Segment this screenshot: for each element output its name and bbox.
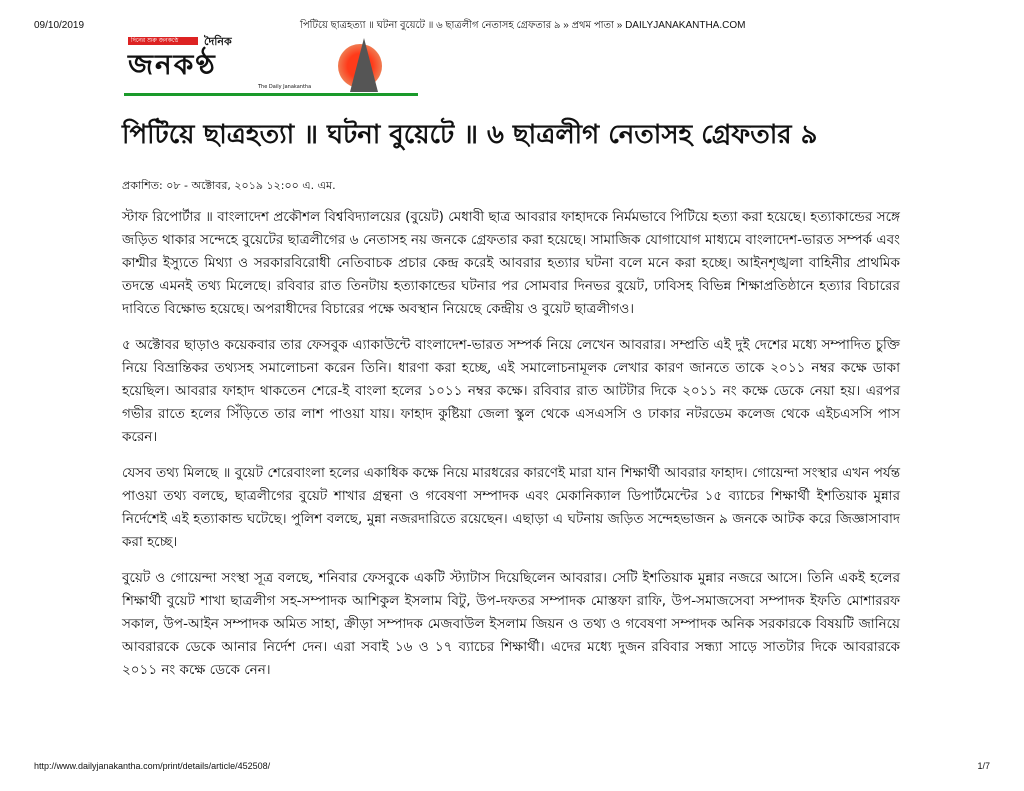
print-url: http://www.dailyjanakantha.com/print/details/article/452508/ — [34, 761, 271, 771]
logo-motto: The Daily Janakantha — [258, 84, 312, 90]
print-date: 09/10/2019 — [34, 20, 85, 31]
print-page-title: পিটিয়ে ছাত্রহত্যা ॥ ঘটনা বুয়েটে ॥ ৬ ছাত্রলীগ নেতাসহ গ্রেফতার ৯ » প্রথম পাতা » DAILYJANAKANTHA.COM — [300, 20, 746, 31]
page-number: 1/7 — [977, 761, 990, 771]
logo-underline — [124, 93, 418, 96]
logo-monument-icon — [350, 38, 378, 92]
article-paragraph: স্টাফ রিপোর্টার ॥ বাংলাদেশ প্রকৌশল বিশ্ববিদ্যালয়ের (বুয়েট) মেধাবী ছাত্র আবরার ফাহাদকে নির্মমভাবে পিটিয়ে হত্যা করা হয়েছে। হত্যাকান্ডের সঙ্গে জড়িত থাকার সন্দেহে বুয়েটের ছাত্রলীগের ৬ নেতাসহ নয় জনকে গ্রেফতার করা হয়েছে। সামাজিক যোগাযোগ মাধ্যমে বাংলাদেশ-ভারত সম্পর্ক এবং কাশ্মীর ইস্যুতে মিথ্যা ও সরকারবিরোধী নেতিবাচক প্রচার কেন্দ্র করেই আবরার হত্যার ঘটনা বলে মনে করা হচ্ছে। আইনশৃঙ্খলা বাহিনীর প্রাথমিক তদন্তে এমনই তথ্য মিলেছে। রবিবার রাত তিনটায় হত্যাকান্ডের ঘটনার পর সোমবার দিনভর বুয়েট, ঢাবিসহ বিভিন্ন শিক্ষাপ্রতিষ্ঠানে হত্যার বিচারের দাবিতে বিক্ষোভ হয়েছে। অপরাধীদের বিচারের পক্ষে অবস্থান নিয়েছে কেন্দ্রীয় ও বুয়েট ছাত্রলীগও। — [122, 209, 900, 317]
article-paragraph: যেসব তথ্য মিলছে ॥ বুয়েট শেরেবাংলা হলের একাধিক কক্ষে নিয়ে মারধরের কারণেই মারা যান শিক্ষার্থী আবরার ফাহাদ। গোয়েন্দা সংস্থার এখন পর্যন্ত পাওয়া তথ্য বলছে, ছাত্রলীগের বুয়েট শাখার গ্রন্থনা ও গবেষণা সম্পাদক এবং মেকানিক্যাল ডিপার্টমেন্টের ১৫ ব্যাচের শিক্ষার্থী ইশতিয়াক মুন্নার নির্দেশেই এই হত্যাকান্ড ঘটেছে। পুলিশ বলছে, মুন্না নজরদারিতে রয়েছেন। এছাড়া এ ঘটনায় জড়িত সন্দেহভাজন ৯ জনকে আটক করে জিজ্ঞাসাবাদ করা হচ্ছে। — [122, 465, 900, 550]
logo-name: জনকণ্ঠ — [128, 48, 217, 81]
article-paragraph: বুয়েট ও গোয়েন্দা সংস্থা সূত্র বলছে, শনিবার ফেসবুকে একটি স্ট্যাটাস দিয়েছিলেন আবরার। সেটি ইশতিয়াক মুন্নার নজরে আসে। তিনি একই হলের শিক্ষার্থী বুয়েট শাখা ছাত্রলীগ সহ-সম্পাদক আশিকুল ইসলাম বিটু, উপ-দফতর সম্পাদক মোস্তফা রাফি, উপ-সমাজসেবা সম্পাদক ইফতি মোশাররফ সকাল, উপ-আইন সম্পাদক অমিত সাহা, ক্রীড়া সম্পাদক মেজবাউল ইসলাম জিয়ন ও তথ্য ও গবেষণা সম্পাদক অনিক সরকারকে বিষয়টি জানিয়ে আবরারকে ডেকে আনার নির্দেশ দেন। এরা সবাই ১৬ ও ১৭ ব্যাচের শিক্ষার্থী। এদের মধ্যে দুজন রবিবার সন্ধ্যা সাড়ে সাতটার দিকে আবরারকে ২০১১ নং কক্ষে ডেকে নেন। — [122, 570, 900, 678]
logo-tagline: দিনের শুরু জনকণ্ঠে — [128, 37, 198, 45]
article-paragraph: ৫ অক্টোবর ছাড়াও কয়েকবার তার ফেসবুক এ্যাকাউন্টে বাংলাদেশ-ভারত সম্পর্ক নিয়ে লেখেন আবরার। সম্প্রতি এই দুই দেশের মধ্যে সম্পাদিত চুক্তি নিয়ে বিভ্রান্তিকর তথ্যসহ সমালোচনা করেন তিনি। ধারণা করা হচ্ছে, এই সমালোচনামূলক লেখার কারণ জানতে তাকে ২০১১ নম্বর কক্ষে ডাকা হয়েছিল। আবরার ফাহাদ থাকতেন শেরে-ই বাংলা হলের ১০১১ নম্বর কক্ষে। রবিবার রাত আটটার দিকে ২০১১ নং কক্ষে ডেকে নেয়া হয়। এরপর গভীর রাতে হলের সিঁড়িতে তার লাশ পাওয়া যায়। ফাহাদ কুষ্টিয়া জেলা স্কুল থেকে এসএসসি ও ঢাকার নটরডেম কলেজ থেকে এইচএসসি পাস করেন। — [122, 337, 900, 445]
article-title: পিটিয়ে ছাত্রহত্যা ॥ ঘটনা বুয়েটে ॥ ৬ ছাত্রলীগ নেতাসহ গ্রেফতার ৯ — [122, 120, 818, 150]
newspaper-logo — [124, 36, 418, 96]
published-date: প্রকাশিত: ০৮ - অক্টোবর, ২০১৯ ১২:০০ এ. এম. — [122, 179, 336, 192]
logo-daily: দৈনিক — [204, 35, 232, 48]
article-body — [122, 206, 900, 695]
